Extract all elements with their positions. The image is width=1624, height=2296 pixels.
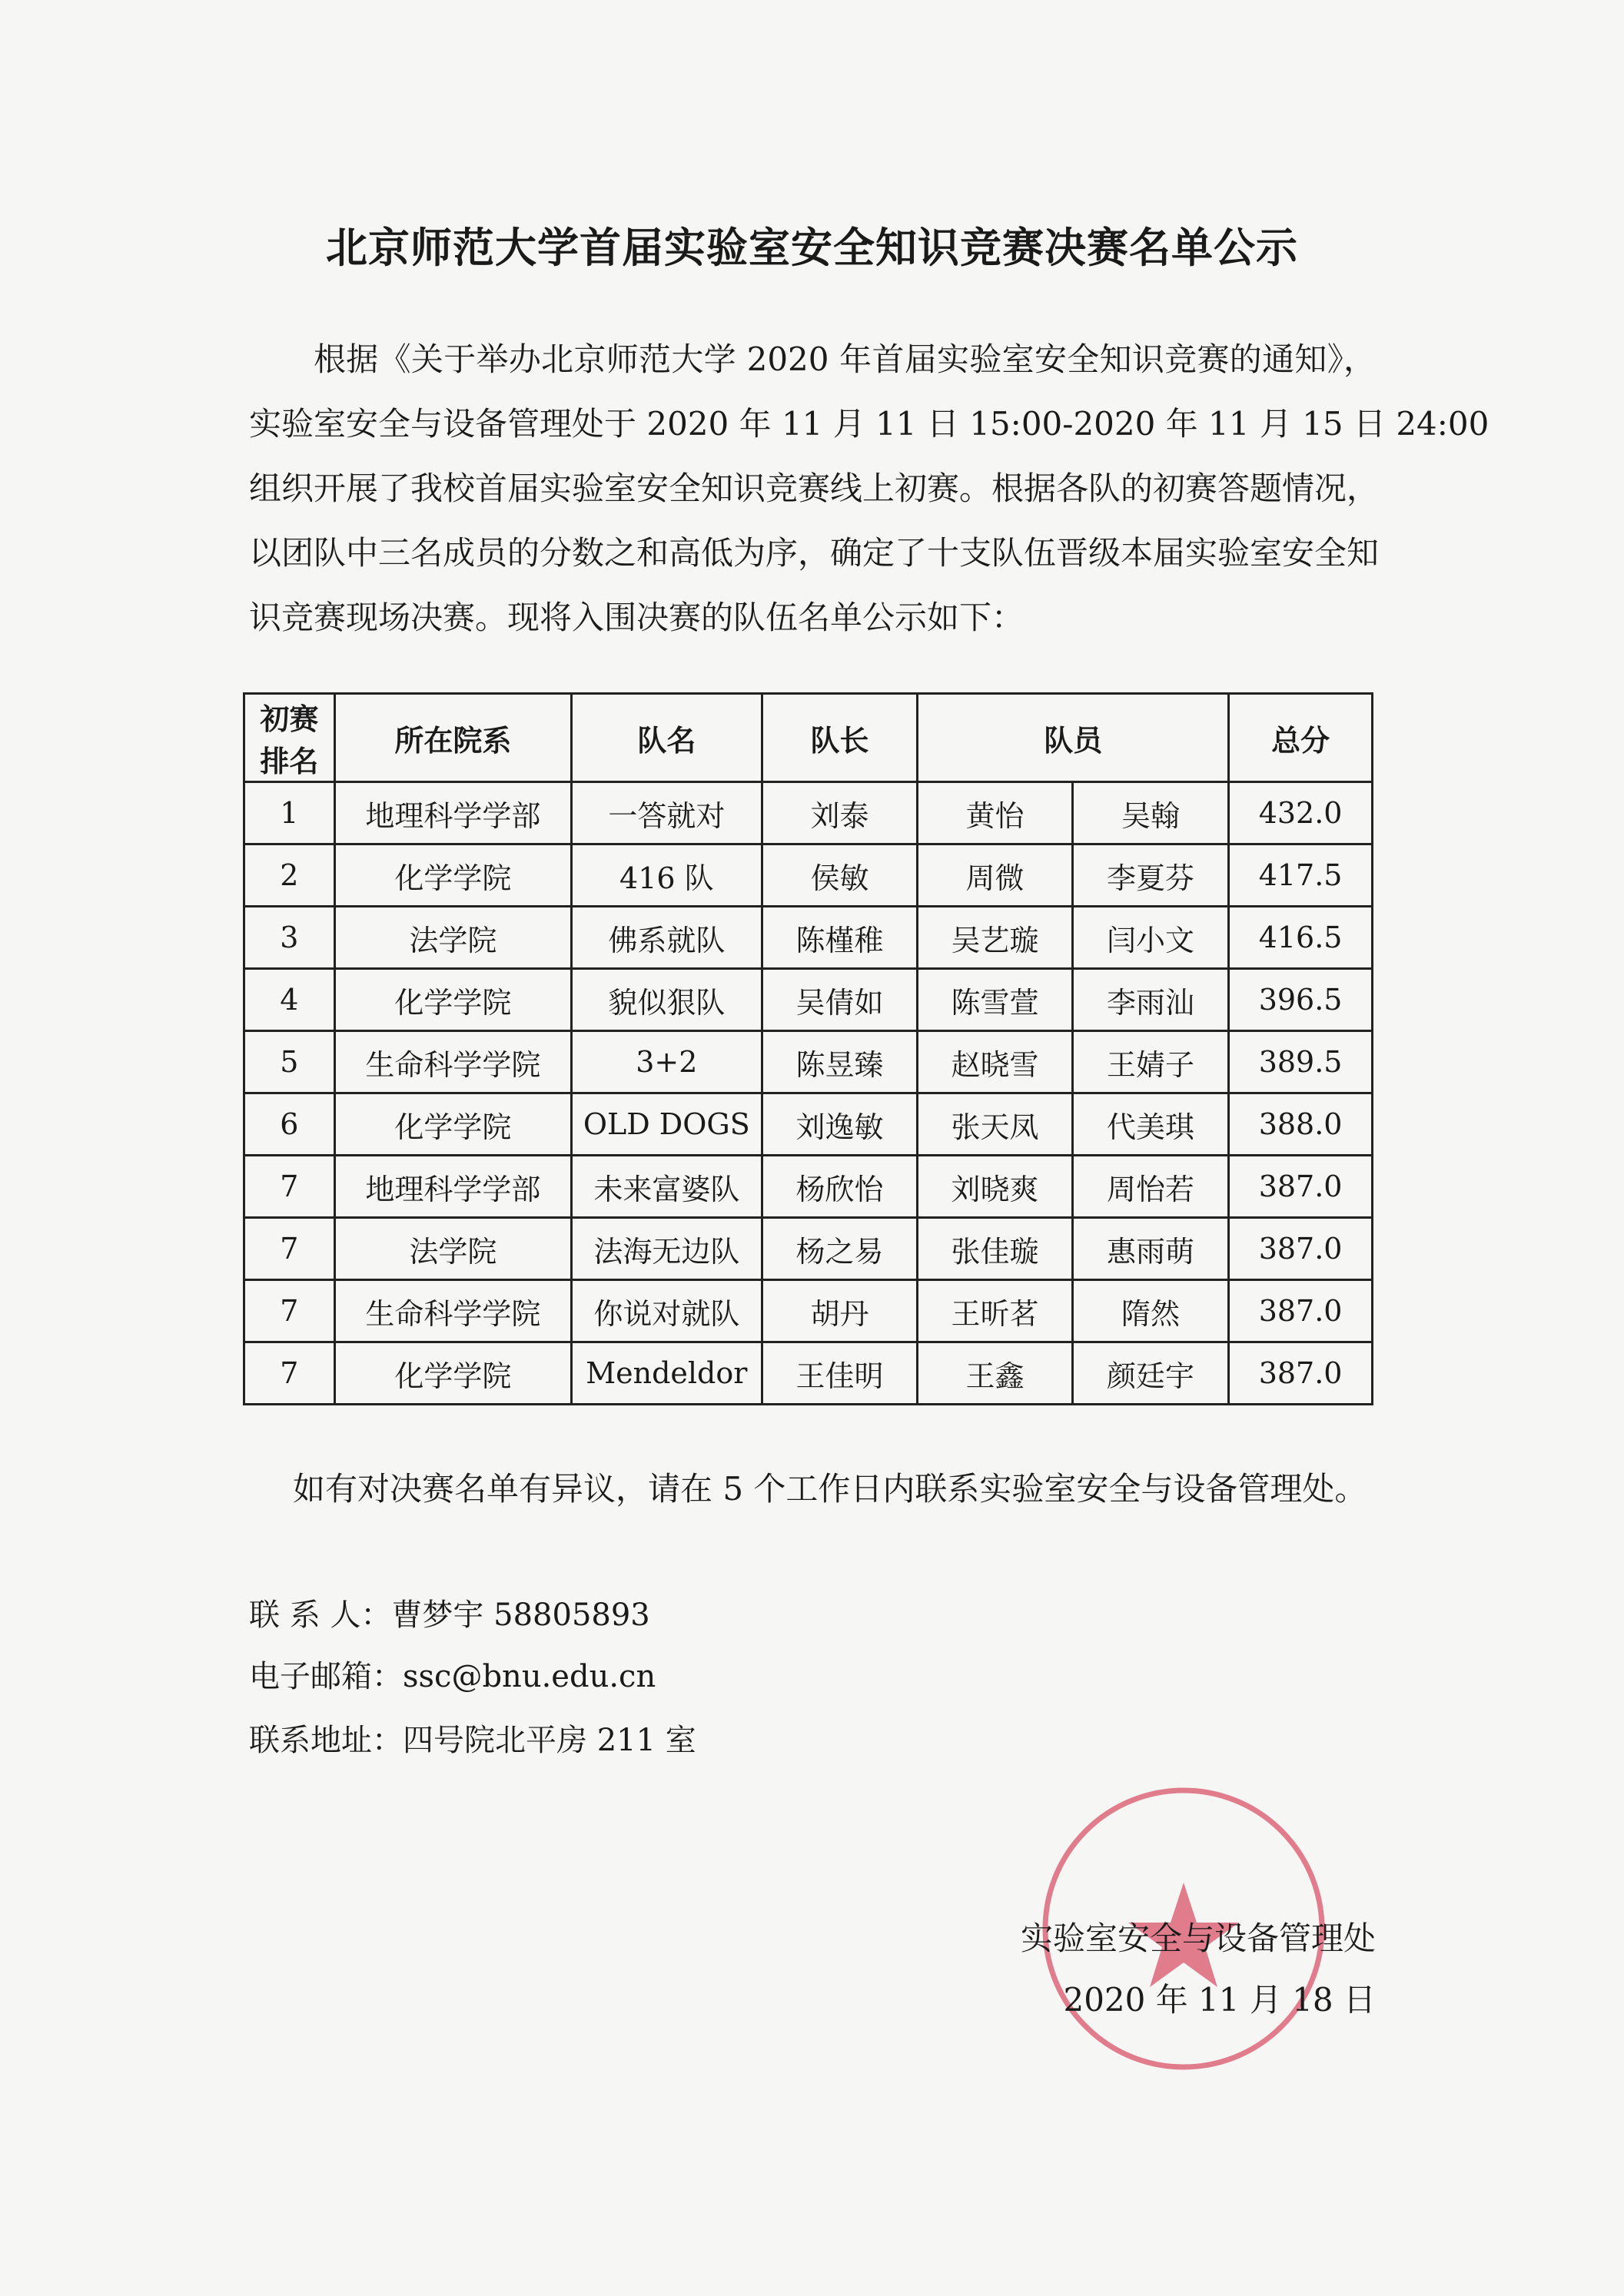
cell-dept: 法学院 xyxy=(334,907,571,969)
cell-team: 416 队 xyxy=(571,844,762,907)
cell-m1: 吴艺璇 xyxy=(918,907,1072,969)
cell-total: 432.0 xyxy=(1229,782,1373,844)
contact-address: 联系地址：四号院北平房 211 室 xyxy=(249,1723,696,1758)
signature-org: 实验室安全与设备管理处 xyxy=(1020,1919,1376,1957)
cell-rank: 7 xyxy=(244,1342,335,1405)
cell-team: 一答就对 xyxy=(571,782,762,844)
finalist-table xyxy=(243,692,1373,1405)
header-members: 队员 xyxy=(918,694,1229,782)
cell-m1: 王鑫 xyxy=(918,1342,1072,1405)
cell-total: 417.5 xyxy=(1229,844,1373,907)
cell-captain: 侯敏 xyxy=(762,844,917,907)
table-row xyxy=(244,969,1373,1031)
signature-date: 2020 年 11 月 18 日 xyxy=(1063,1981,1376,2019)
cell-dept: 生命科学学院 xyxy=(334,1031,571,1093)
cell-dept: 化学学院 xyxy=(334,969,571,1031)
cell-rank: 7 xyxy=(244,1280,335,1342)
table-row xyxy=(244,782,1373,844)
cell-team: 你说对就队 xyxy=(571,1280,762,1342)
header-team: 队名 xyxy=(571,694,762,782)
cell-total: 387.0 xyxy=(1229,1218,1373,1280)
cell-team: 3+2 xyxy=(571,1031,762,1093)
cell-team: 法海无边队 xyxy=(571,1218,762,1280)
cell-m2: 周怡若 xyxy=(1072,1156,1228,1218)
cell-dept: 地理科学学部 xyxy=(334,1156,571,1218)
cell-m1: 刘晓爽 xyxy=(918,1156,1072,1218)
cell-m2: 王婧子 xyxy=(1072,1031,1228,1093)
intro-line: 根据《关于举办北京师范大学 2020 年首届实验室安全知识竞赛的通知》， xyxy=(314,340,1376,378)
page-title: 北京师范大学首届实验室安全知识竞赛决赛名单公示 xyxy=(326,224,1298,272)
cell-m1: 张佳璇 xyxy=(918,1218,1072,1280)
table-row xyxy=(244,1156,1373,1218)
cell-captain: 刘泰 xyxy=(762,782,917,844)
table-row xyxy=(244,1218,1373,1280)
cell-m2: 吴翰 xyxy=(1072,782,1228,844)
cell-total: 416.5 xyxy=(1229,907,1373,969)
cell-team: 佛系就队 xyxy=(571,907,762,969)
cell-dept: 生命科学学院 xyxy=(334,1280,571,1342)
cell-m1: 张天凤 xyxy=(918,1093,1072,1156)
cell-total: 387.0 xyxy=(1229,1342,1373,1405)
cell-dept: 地理科学学部 xyxy=(334,782,571,844)
cell-total: 387.0 xyxy=(1229,1280,1373,1342)
cell-m1: 周微 xyxy=(918,844,1072,907)
cell-m1: 陈雪萱 xyxy=(918,969,1072,1031)
intro-line: 实验室安全与设备管理处于 2020 年 11 月 11 日 15:00-2020 年 11 月 15 日 24:00 xyxy=(249,405,1489,443)
cell-rank: 4 xyxy=(244,969,335,1031)
table-row xyxy=(244,1280,1373,1342)
cell-m1: 王昕茗 xyxy=(918,1280,1072,1342)
cell-m2: 代美琪 xyxy=(1072,1093,1228,1156)
cell-captain: 杨欣怡 xyxy=(762,1156,917,1218)
cell-total: 396.5 xyxy=(1229,969,1373,1031)
cell-total: 387.0 xyxy=(1229,1156,1373,1218)
cell-dept: 法学院 xyxy=(334,1218,571,1280)
header-captain: 队长 xyxy=(762,694,917,782)
cell-m2: 隋然 xyxy=(1072,1280,1228,1342)
intro-line: 识竞赛现场决赛。现将入围决赛的队伍名单公示如下： xyxy=(249,599,1025,636)
cell-rank: 7 xyxy=(244,1218,335,1280)
cell-rank: 7 xyxy=(244,1156,335,1218)
table-header-row xyxy=(244,694,1373,782)
cell-dept: 化学学院 xyxy=(334,1093,571,1156)
cell-team: 未来富婆队 xyxy=(571,1156,762,1218)
cell-captain: 杨之易 xyxy=(762,1218,917,1280)
cell-team: Mendeldor xyxy=(571,1342,762,1405)
header-rank: 初赛 排名 xyxy=(244,694,335,782)
cell-captain: 王佳明 xyxy=(762,1342,917,1405)
cell-captain: 陈槿稚 xyxy=(762,907,917,969)
cell-m2: 李雨汕 xyxy=(1072,969,1228,1031)
cell-m1: 赵晓雪 xyxy=(918,1031,1072,1093)
cell-rank: 5 xyxy=(244,1031,335,1093)
header-total: 总分 xyxy=(1229,694,1373,782)
contact-person: 联 系 人：曹梦宇 58805893 xyxy=(249,1598,650,1633)
cell-dept: 化学学院 xyxy=(334,1342,571,1405)
cell-rank: 1 xyxy=(244,782,335,844)
cell-total: 388.0 xyxy=(1229,1093,1373,1156)
cell-m1: 黄怡 xyxy=(918,782,1072,844)
table-row xyxy=(244,1342,1373,1405)
cell-rank: 6 xyxy=(244,1093,335,1156)
objection-note: 如有对决赛名单有异议，请在 5 个工作日内联系实验室安全与设备管理处。 xyxy=(293,1470,1367,1508)
cell-captain: 陈昱臻 xyxy=(762,1031,917,1093)
cell-team: OLD DOGS xyxy=(571,1093,762,1156)
intro-paragraph xyxy=(249,335,1489,658)
cell-captain: 刘逸敏 xyxy=(762,1093,917,1156)
contact-email: 电子邮箱：ssc@bnu.edu.cn xyxy=(249,1659,656,1694)
intro-line: 以团队中三名成员的分数之和高低为序，确定了十支队伍晋级本届实验室安全知 xyxy=(249,534,1380,572)
intro-line: 组织开展了我校首届实验室安全知识竞赛线上初赛。根据各队的初赛答题情况， xyxy=(249,469,1380,507)
cell-captain: 胡丹 xyxy=(762,1280,917,1342)
cell-m2: 惠雨萌 xyxy=(1072,1218,1228,1280)
table-row xyxy=(244,907,1373,969)
cell-captain: 吴倩如 xyxy=(762,969,917,1031)
cell-total: 389.5 xyxy=(1229,1031,1373,1093)
cell-m2: 颜廷宇 xyxy=(1072,1342,1228,1405)
cell-rank: 3 xyxy=(244,907,335,969)
cell-m2: 闫小文 xyxy=(1072,907,1228,969)
cell-team: 貌似狠队 xyxy=(571,969,762,1031)
table-row xyxy=(244,1093,1373,1156)
cell-rank: 2 xyxy=(244,844,335,907)
cell-m2: 李夏芬 xyxy=(1072,844,1228,907)
header-dept: 所在院系 xyxy=(334,694,571,782)
table-row xyxy=(244,844,1373,907)
cell-dept: 化学学院 xyxy=(334,844,571,907)
table-row xyxy=(244,1031,1373,1093)
